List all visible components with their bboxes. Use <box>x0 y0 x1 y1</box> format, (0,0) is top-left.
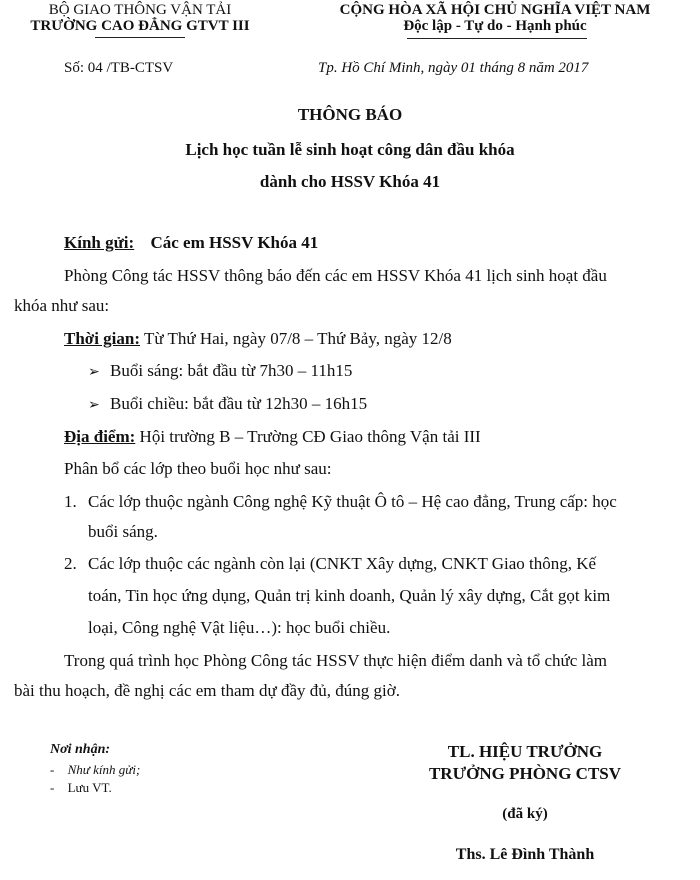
item-2-number: 2. <box>64 554 77 573</box>
location-line <box>64 427 481 447</box>
school-name: TRƯỜNG CAO ĐẲNG GTVT III <box>30 18 250 34</box>
school-underline <box>95 37 185 38</box>
dash-bullet: - <box>50 780 55 795</box>
item-1-line-1: Các lớp thuộc ngành Công nghệ Kỹ thuật Ô tô – Hệ cao đẳng, Trung cấp: học <box>88 492 617 511</box>
recipient-item-1 <box>50 762 140 778</box>
item-1-number: 1. <box>64 492 77 511</box>
recipients-title: Nơi nhận: <box>50 742 111 757</box>
intro-line-1: Phòng Công tác HSSV thông báo đến các em HSSV Khóa 41 lịch sinh hoạt đầu <box>64 266 607 285</box>
location-label: Địa điểm: <box>64 427 136 446</box>
signer-title-1: TL. HIỆU TRƯỞNG <box>447 742 603 761</box>
location-value: Hội trường B – Trường CĐ Giao thông Vận tải III <box>135 427 481 446</box>
motto-underline <box>407 38 587 39</box>
recipient-value: Các em HSSV Khóa 41 <box>150 233 319 252</box>
recipient-item-2 <box>50 780 112 796</box>
item-2-line-1: Các lớp thuộc các ngành còn lại (CNKT Xây dựng, CNKT Giao thông, Kế <box>88 554 597 573</box>
arrow-bullet-icon: ➢ <box>88 365 100 380</box>
distribution-line: Phân bổ các lớp theo buổi học như sau: <box>64 459 332 478</box>
document-number: Số: 04 /TB-CTSV <box>64 60 174 76</box>
morning-session <box>88 361 352 383</box>
time-label: Thời gian: <box>64 329 141 348</box>
time-line <box>64 329 452 349</box>
dash-bullet: - <box>50 762 55 777</box>
recipient-item-1-text: Như kính gửi; <box>67 762 141 777</box>
recipient-item-2-text: Lưu VT. <box>67 780 112 795</box>
place-date: Tp. Hồ Chí Minh, ngày 01 tháng 8 năm 2017 <box>318 60 589 76</box>
signed-note: (đã ký) <box>502 806 548 822</box>
recipient-label: Kính gửi: <box>64 233 135 252</box>
recipient-line <box>64 233 318 253</box>
afternoon-session <box>88 394 367 416</box>
morning-text: Buổi sáng: bắt đầu từ 7h30 – 11h15 <box>110 361 353 380</box>
signer-name: Ths. Lê Đình Thành <box>455 846 595 863</box>
afternoon-text: Buổi chiều: bắt đầu từ 12h30 – 16h15 <box>110 394 368 413</box>
item-1-line-2: buổi sáng. <box>88 522 158 541</box>
title-line-2: dành cho HSSV Khóa 41 <box>259 172 441 191</box>
item-2-line-3: loại, Công nghệ Vật liệu…): học buổi chiều. <box>88 618 391 637</box>
document-title: THÔNG BÁO <box>297 105 403 124</box>
time-value: Từ Thứ Hai, ngày 07/8 – Thứ Bảy, ngày 12/8 <box>140 329 452 348</box>
closing-line-1: Trong quá trình học Phòng Công tác HSSV thực hiện điểm danh và tổ chức làm <box>64 651 608 670</box>
signer-title-2: TRƯỞNG PHÒNG CTSV <box>428 764 622 783</box>
closing-line-2: bài thu hoạch, đề nghị các em tham dự đầy đủ, đúng giờ. <box>14 681 400 700</box>
title-line-1: Lịch học tuần lễ sinh hoạt công dân đầu khóa <box>185 140 515 159</box>
intro-line-2: khóa như sau: <box>14 296 110 315</box>
republic-name: CỘNG HÒA XÃ HỘI CHỦ NGHĨA VIỆT NAM <box>339 2 651 18</box>
arrow-bullet-icon: ➢ <box>88 398 100 413</box>
national-motto: Độc lập - Tự do - Hạnh phúc <box>403 18 587 34</box>
ministry-name: BỘ GIAO THÔNG VẬN TẢI <box>48 2 232 18</box>
item-2-line-2: toán, Tin học ứng dụng, Quản trị kinh doanh, Quản lý xây dựng, Cắt gọt kim <box>88 586 611 605</box>
